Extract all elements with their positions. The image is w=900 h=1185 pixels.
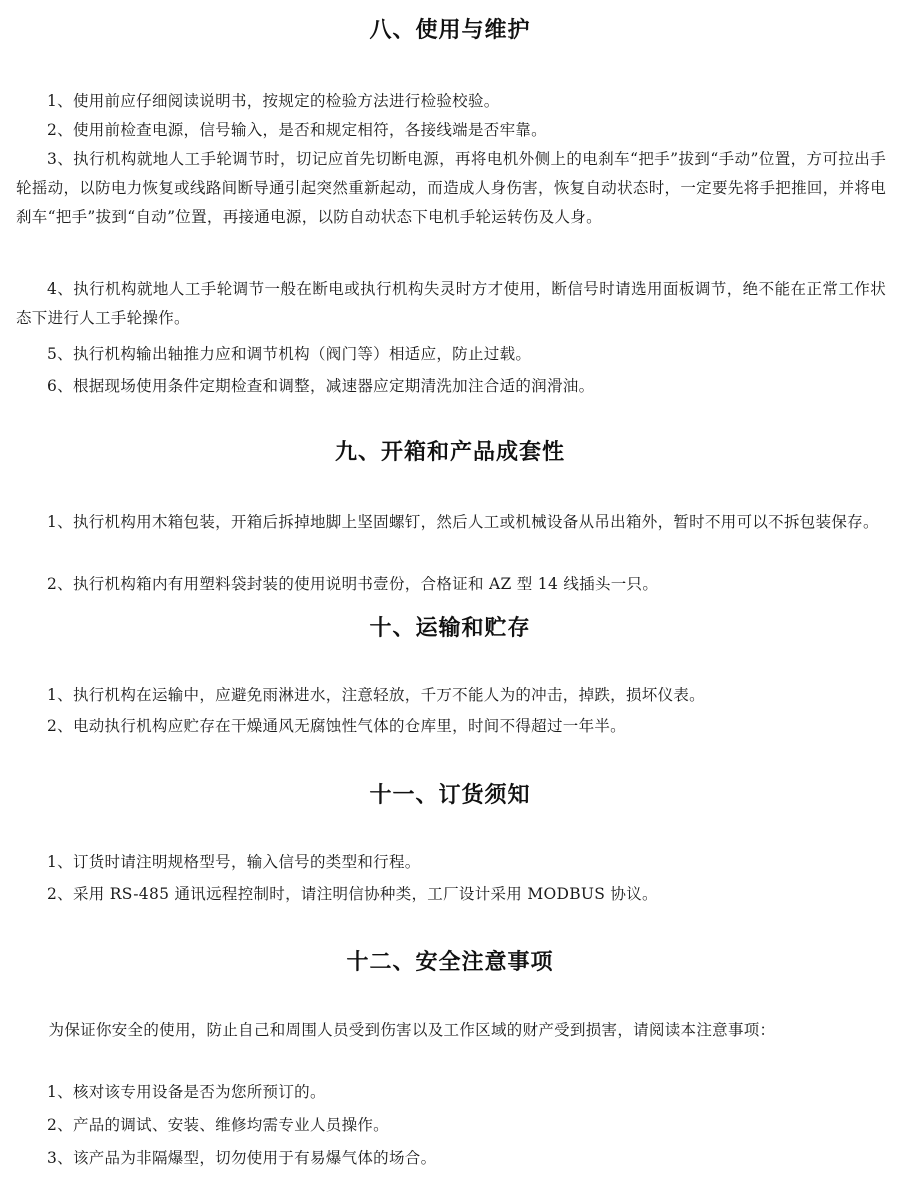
paragraph: 1、核对该专用设备是否为您所预订的。 [47,1083,326,1101]
paragraph: 2、采用 RS-485 通讯远程控制时，请注明信协种类，工厂设计采用 MODBUS 协议。 [47,885,658,903]
section-heading-unpacking: 九、开箱和产品成套性 [334,440,565,465]
paragraph: 1、执行机构在运输中，应避免雨淋进水，注意轻放，千万不能人为的冲击，掉跌，损坏仪表。 [47,686,705,704]
section-heading-maintenance: 八、使用与维护 [369,18,531,43]
section-heading-safety: 十二、安全注意事项 [346,950,554,975]
paragraph: 1、执行机构用木箱包装，开箱后拆掉地脚上坚固螺钉，然后人工或机械设备从吊出箱外，暂时不用可以不拆包装保存。 [47,513,879,531]
section-heading-transport-storage: 十、运输和贮存 [369,616,531,641]
section-heading-ordering: 十一、订货须知 [369,783,531,808]
paragraph: 3、该产品为非隔爆型，切勿使用于有易爆气体的场合。 [47,1149,437,1167]
paragraph: 2、使用前检查电源，信号输入，是否和规定相符，各接线端是否牢靠。 [47,121,547,139]
paragraph: 1、订货时请注明规格型号，输入信号的类型和行程。 [47,853,421,871]
paragraph: 6、根据现场使用条件定期检查和调整，减速器应定期清洗加注合适的润滑油。 [47,377,595,395]
safety-intro-paragraph: 为保证你安全的使用，防止自己和周围人员受到伤害以及工作区域的财产受到损害，请阅读本注意事项： [48,1021,776,1039]
paragraph: 3、执行机构就地人工手轮调节时，切记应首先切断电源，再将电机外侧上的电刹车“把手”拔到“手动”位置，方可拉出手轮摇动，以防电力恢复或线路间断导通引起突然重新起动，而造成人身伤害，恢复自动状态时，一定要先将手把推回，并将电刹车“把手”拔到“自动”位置，再接通电源，以防自动状态下电机手轮运转伤及人身。 [16,150,886,226]
paragraph: 2、电动执行机构应贮存在干燥通风无腐蚀性气体的仓库里，时间不得超过一年半。 [47,717,626,735]
paragraph: 4、执行机构就地人工手轮调节一般在断电或执行机构失灵时方才使用，断信号时请选用面板调节，绝不能在正常工作状态下进行人工手轮操作。 [16,280,886,327]
paragraph: 2、执行机构箱内有用塑料袋封装的使用说明书壹份，合格证和 AZ 型 14 线插头一只。 [47,575,659,593]
paragraph: 2、产品的调试、安装、维修均需专业人员操作。 [47,1116,389,1134]
paragraph: 1、使用前应仔细阅读说明书，按规定的检验方法进行检验校验。 [47,92,500,110]
paragraph: 5、执行机构输出轴推力应和调节机构（阀门等）相适应，防止过载。 [47,345,532,363]
